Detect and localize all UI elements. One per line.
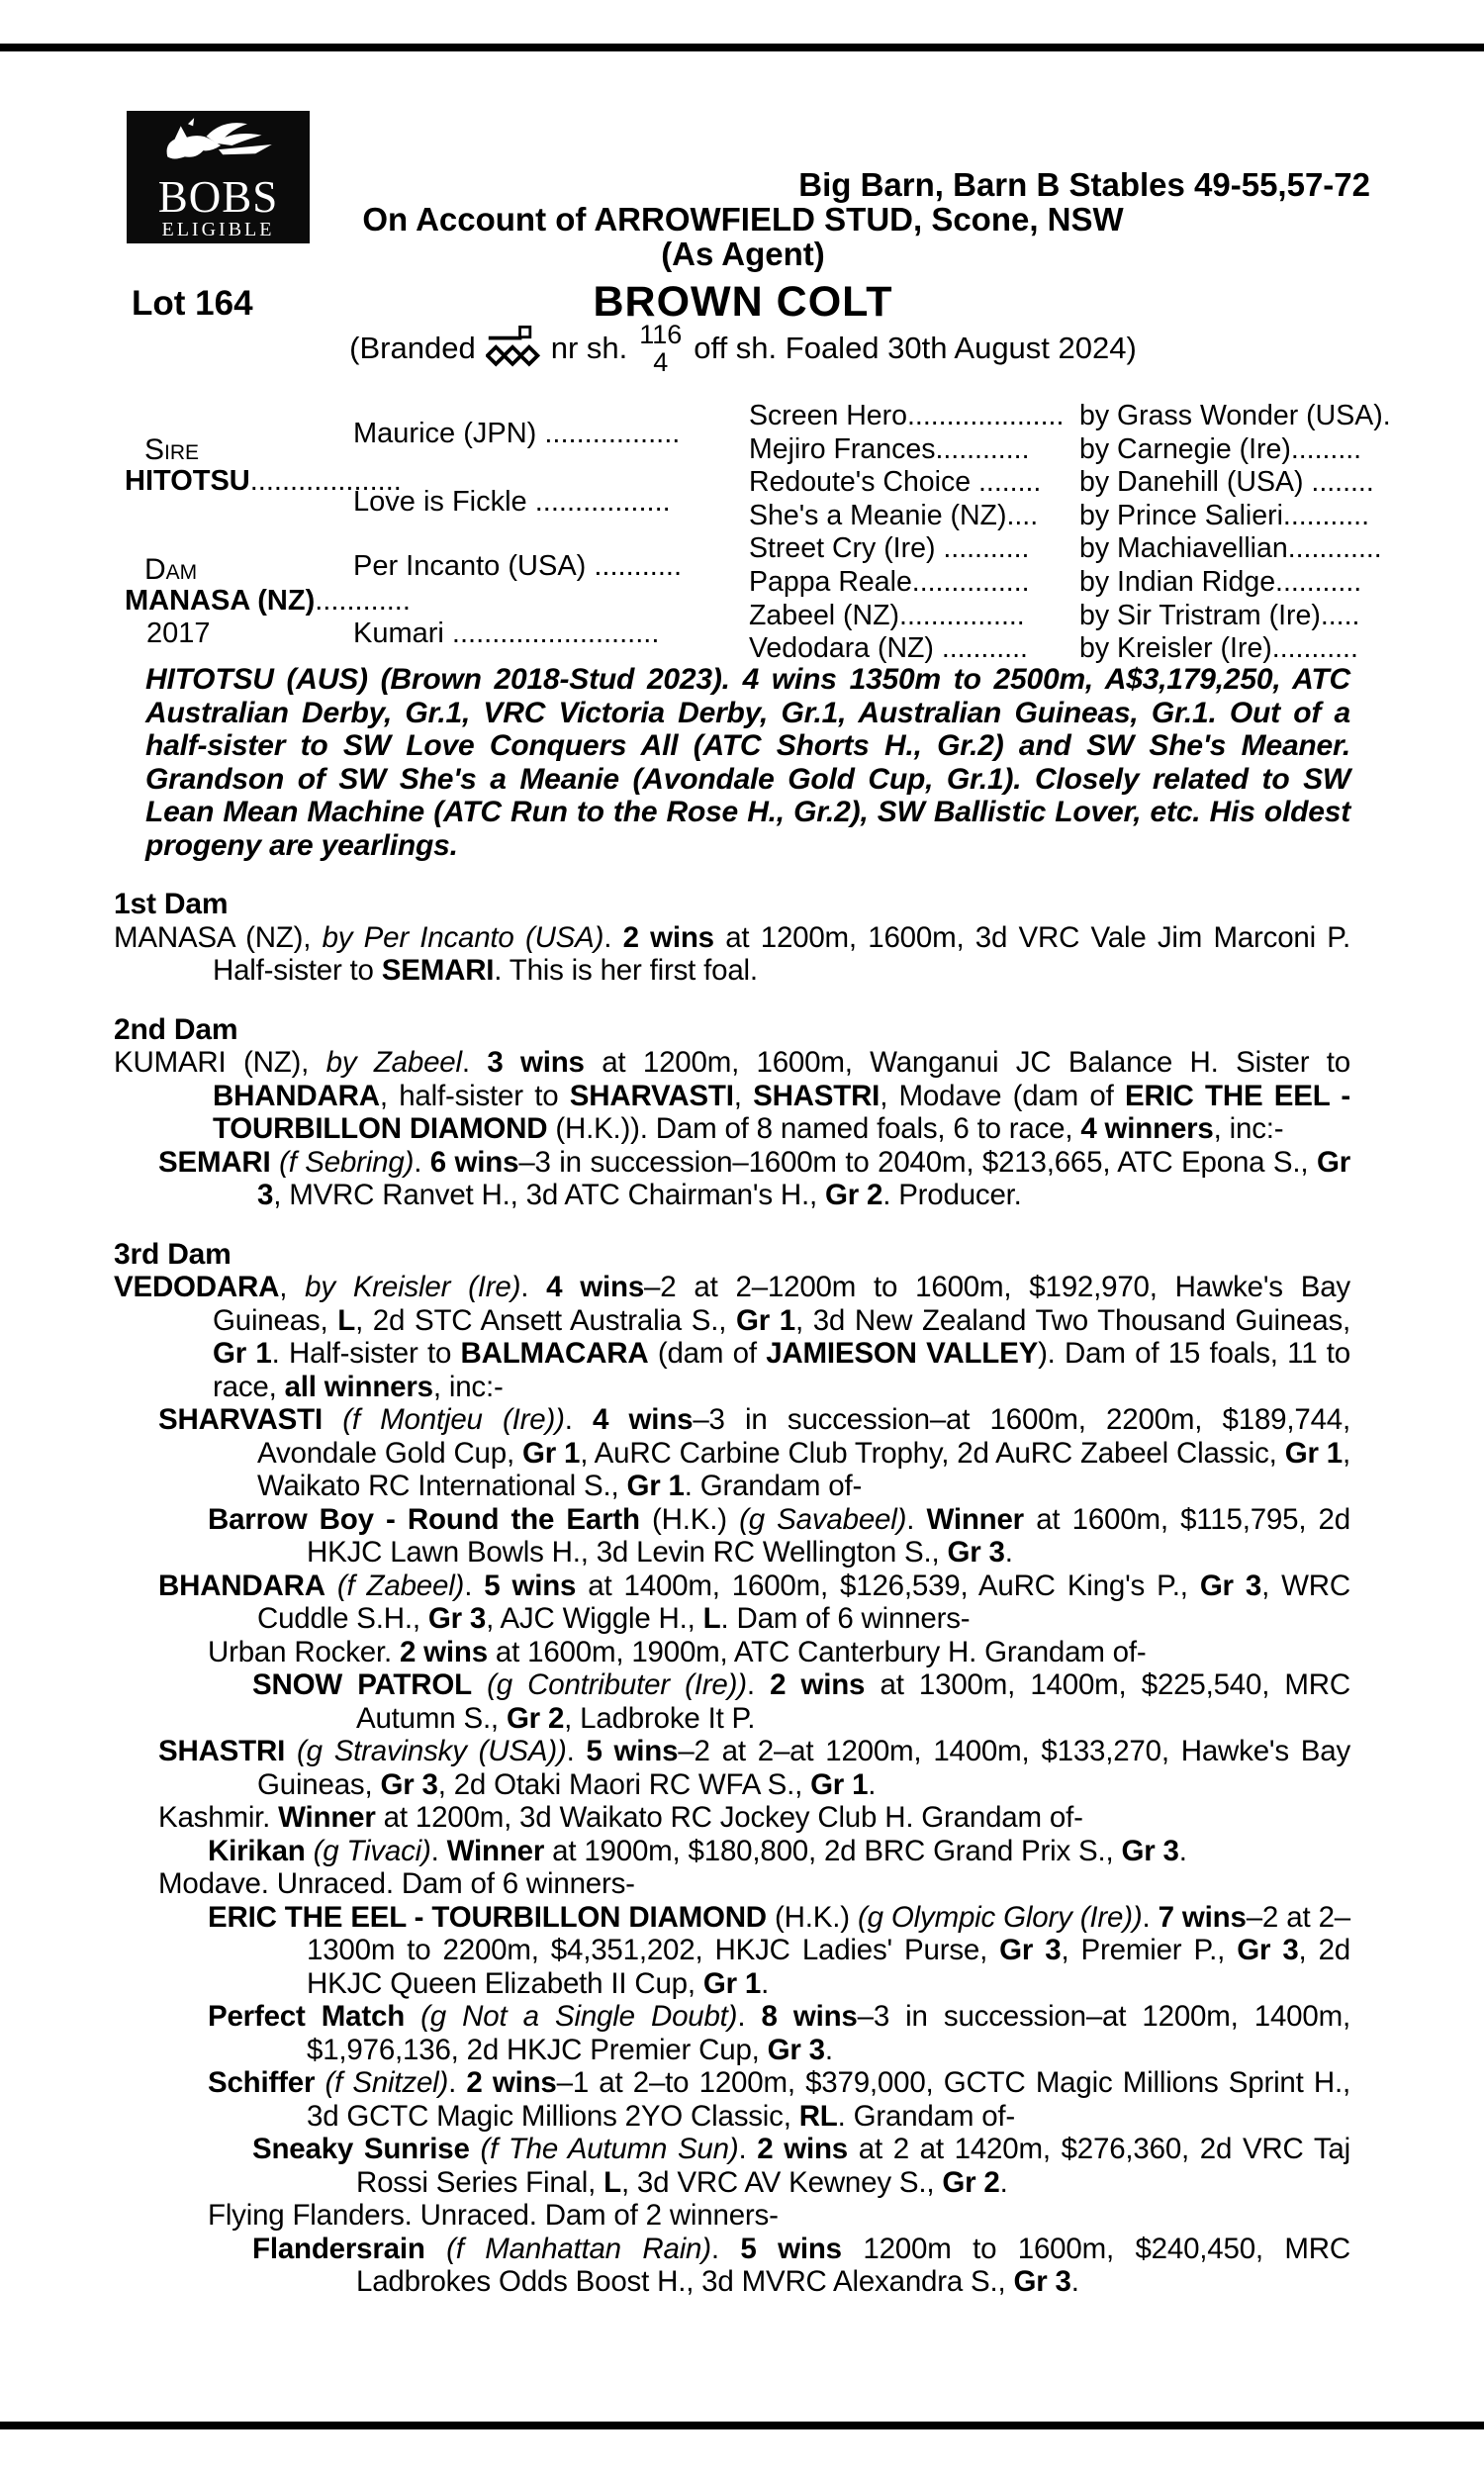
horse-head-icon: [143, 116, 294, 175]
pedigree-grandparent-row: [749, 600, 1359, 632]
pedigree-entry: Urban Rocker. 2 wins at 1600m, 1900m, ATC Canterbury H. Grandam of-: [208, 1635, 1147, 1668]
pedigree-entry: SEMARI (f Sebring). 6 wins–3 in succession–1600m to 2040m, $213,665, ATC Epona S., Gr 3, MVRC Ranvet H., 3d ATC Chairman's H., Gr 2. Producer.: [158, 1145, 1350, 1211]
grandparent-name: She's a Meanie (NZ)....: [749, 499, 1039, 531]
grandparent-sire: by Kreisler (Ire)...........: [1079, 632, 1358, 665]
dam-section-heading: 3rd Dam: [114, 1237, 232, 1271]
grandparent-sire: by Grass Wonder (USA).: [1079, 400, 1391, 431]
grandparent-name: Vedodara (NZ) ...........: [749, 632, 1028, 665]
pedigree-grandparent-row: [749, 532, 1382, 565]
dam-foaling-year: 2017: [146, 618, 211, 649]
pedigree-grandparent-row: [749, 433, 1361, 466]
grandparent-name: Street Cry (Ire) ...........: [749, 532, 1030, 565]
pedigree-entry: KUMARI (NZ), by Zabeel. 3 wins at 1200m, 1600m, Wanganui JC Balance H. Sister to BHANDARA, half-sister to SHARVASTI, SHASTRI, Modave (dam of ERIC THE EEL - TOURBILLON DIAMOND (H.K.)). Dam of 8 named foals, 6 to race, 4 winners, inc:-: [114, 1046, 1350, 1145]
pedigree-grandparent-row: [749, 400, 1391, 432]
pedigree-entry: Sneaky Sunrise (f The Autumn Sun). 2 wins at 2 at 1420m, $276,360, 2d VRC Taj Rossi Series Final, L, 3d VRC AV Kewney S., Gr 2.: [252, 2133, 1350, 2199]
pedigree-entry: Kirikan (g Tivaci). Winner at 1900m, $180,800, 2d BRC Grand Prix S., Gr 3.: [208, 1834, 1187, 1867]
pedigree-entry: ERIC THE EEL - TOURBILLON DIAMOND (H.K.) (g Olympic Glory (Ire)). 7 wins–2 at 2–1300m to 2200m, $4,351,202, HKJC Ladies' Purse, Gr 3, Premier P., Gr 3, 2d HKJC Queen Elizabeth II Cup, Gr 1.: [208, 1900, 1351, 2000]
grandparent-name: Zabeel (NZ)................: [749, 599, 1025, 631]
brand-line: [114, 313, 1372, 384]
grandparent-sire: by Danehill (USA) ........: [1079, 466, 1374, 499]
arrowfield-brand-icon: [486, 324, 541, 369]
lot-number: Lot 164: [132, 284, 253, 323]
vendor-line: On Account of ARROWFIELD STUD, Scone, NSW: [362, 201, 1124, 238]
dam-name: MANASA (NZ)............: [125, 585, 411, 617]
brand-suffix: off sh. Foaled 30th August 2024): [694, 331, 1137, 365]
dam-section-heading: 2nd Dam: [114, 1012, 238, 1046]
pedigree-entry: SHASTRI (g Stravinsky (USA)). 5 wins–2 at 2–at 1200m, 1400m, $133,270, Hawke's Bay Guineas, Gr 3, 2d Otaki Maori RC WFA S., Gr 1.: [158, 1735, 1350, 1801]
brand-near-shoulder: nr sh.: [550, 331, 628, 365]
grandparent-name: Mejiro Frances............: [749, 432, 1030, 465]
dam-sections: [114, 888, 1350, 2299]
brand-prefix: (Branded: [349, 331, 476, 365]
grandparent-name: Redoute's Choice ........: [749, 466, 1042, 499]
page-title: BROWN COLT: [593, 278, 893, 326]
dam-section-heading: 1st Dam: [114, 888, 229, 920]
sire-summary: HITOTSU (AUS) (Brown 2018-Stud 2023). 4 wins 1350m to 2500m, A$3,179,250, ATC Australian Derby, Gr.1, VRC Victoria Derby, Gr.1, Australian Guineas, Gr.1. Out of a half-sister to SW Love Conquers All (ATC Shorts H., Gr.2) and SW She's Meaner. Grandson of SW She's a Meanie (Avondale Gold Cup, Gr.1). Closely related to SW Lean Mean Machine (ATC Run to the Rose H., Gr.2), SW Ballistic Lover, etc. His oldest progeny are yearlings.: [145, 663, 1350, 862]
logo-text-eligible: ELIGIBLE: [161, 219, 275, 240]
brand-denominator: 4: [653, 347, 669, 377]
pedigree-entry: SNOW PATROL (g Contributer (Ire)). 2 wins at 1300m, 1400m, $225,540, MRC Autumn S., Gr 2, Ladbroke It P.: [252, 1668, 1350, 1735]
grandparent-sire: by Indian Ridge...........: [1079, 566, 1362, 598]
pedigree-entry: Kashmir. Winner at 1200m, 3d Waikato RC Jockey Club H. Grandam of-: [158, 1801, 1083, 1834]
pedigree-parent: Kumari ..........................: [353, 618, 660, 649]
pedigree-entry: Barrow Boy - Round the Earth (H.K.) (g Savabeel). Winner at 1600m, $115,795, 2d HKJC Lawn Bowls H., 3d Levin RC Wellington S., Gr 3.: [208, 1502, 1350, 1569]
bottom-rule: [0, 2422, 1484, 2429]
dam-label: Dam: [144, 553, 198, 586]
brand-numerator: 116: [639, 320, 683, 349]
grandparent-sire: by Sir Tristram (Ire).....: [1079, 599, 1360, 631]
grandparent-name: Screen Hero....................: [749, 400, 1065, 431]
grandparent-sire: by Prince Salieri...........: [1079, 499, 1370, 531]
pedigree-entry: Flandersrain (f Manhattan Rain). 5 wins 1200m to 1600m, $240,450, MRC Ladbrokes Odds Boost H., 3d MVRC Alexandra S., Gr 3.: [252, 2232, 1350, 2298]
pedigree-entry: Modave. Unraced. Dam of 6 winners-: [158, 1867, 635, 1900]
pedigree-parent: Per Incanto (USA) ...........: [353, 550, 682, 582]
pedigree-entry: Perfect Match (g Not a Single Doubt). 8 wins–3 in succession–at 1200m, 1400m, $1,976,136, 2d HKJC Premier Cup, Gr 3.: [208, 2000, 1350, 2066]
pedigree-text: [114, 653, 1350, 2299]
pedigree-grandparent-row: [749, 466, 1374, 499]
agent-line: (As Agent): [661, 236, 825, 272]
pedigree-table: [114, 394, 1391, 665]
logo-text-bobs: BOBS: [157, 172, 279, 222]
pedigree-entry: MANASA (NZ), by Per Incanto (USA). 2 wins at 1200m, 1600m, 3d VRC Vale Jim Marconi P. Half-sister to SEMARI. This is her first foal.: [114, 920, 1350, 987]
top-rule: [0, 44, 1484, 51]
pedigree-entry: BHANDARA (f Zabeel). 5 wins at 1400m, 1600m, $126,539, AuRC King's P., Gr 3, WRC Cuddle S.H., Gr 3, AJC Wiggle H., L. Dam of 6 winners-: [158, 1569, 1350, 1635]
grandparent-sire: by Carnegie (Ire).........: [1079, 432, 1362, 465]
grandparent-name: Pappa Reale...............: [749, 566, 1030, 598]
stable-allocation: Big Barn, Barn B Stables 49-55,57-72: [798, 166, 1370, 203]
pedigree-grandparent-row: [749, 566, 1361, 599]
pedigree-entry: Schiffer (f Snitzel). 2 wins–1 at 2–to 1200m, $379,000, GCTC Magic Millions Sprint H., 3d GCTC Magic Millions 2YO Classic, RL. Grandam of-: [208, 2066, 1350, 2133]
brand-number: [639, 321, 682, 376]
pedigree-parent: Maurice (JPN) .................: [353, 418, 681, 449]
sire-label: Sire: [144, 433, 200, 466]
pedigree-entry: Flying Flanders. Unraced. Dam of 2 winners-: [208, 2199, 779, 2232]
pedigree-grandparent-row: [749, 500, 1369, 532]
pedigree-entry: SHARVASTI (f Montjeu (Ire)). 4 wins–3 in succession–at 1600m, 2200m, $189,744, Avondale Gold Cup, Gr 1, AuRC Carbine Club Trophy, 2d AuRC Zabeel Classic, Gr 1, Waikato RC International S., Gr 1. Grandam of-: [158, 1403, 1350, 1502]
pedigree-parent: Love is Fickle .................: [353, 486, 671, 518]
sire-name: HITOTSU...................: [125, 465, 402, 497]
pedigree-entry: VEDODARA, by Kreisler (Ire). 4 wins–2 at 2–1200m to 1600m, $192,970, Hawke's Bay Guineas, L, 2d STC Ansett Australia S., Gr 1, 3d New Zealand Two Thousand Guineas, Gr 1. Half-sister to BALMACARA (dam of JAMIESON VALLEY). Dam of 15 foals, 11 to race, all winners, inc:-: [114, 1271, 1351, 1403]
grandparent-sire: by Machiavellian............: [1079, 532, 1382, 565]
